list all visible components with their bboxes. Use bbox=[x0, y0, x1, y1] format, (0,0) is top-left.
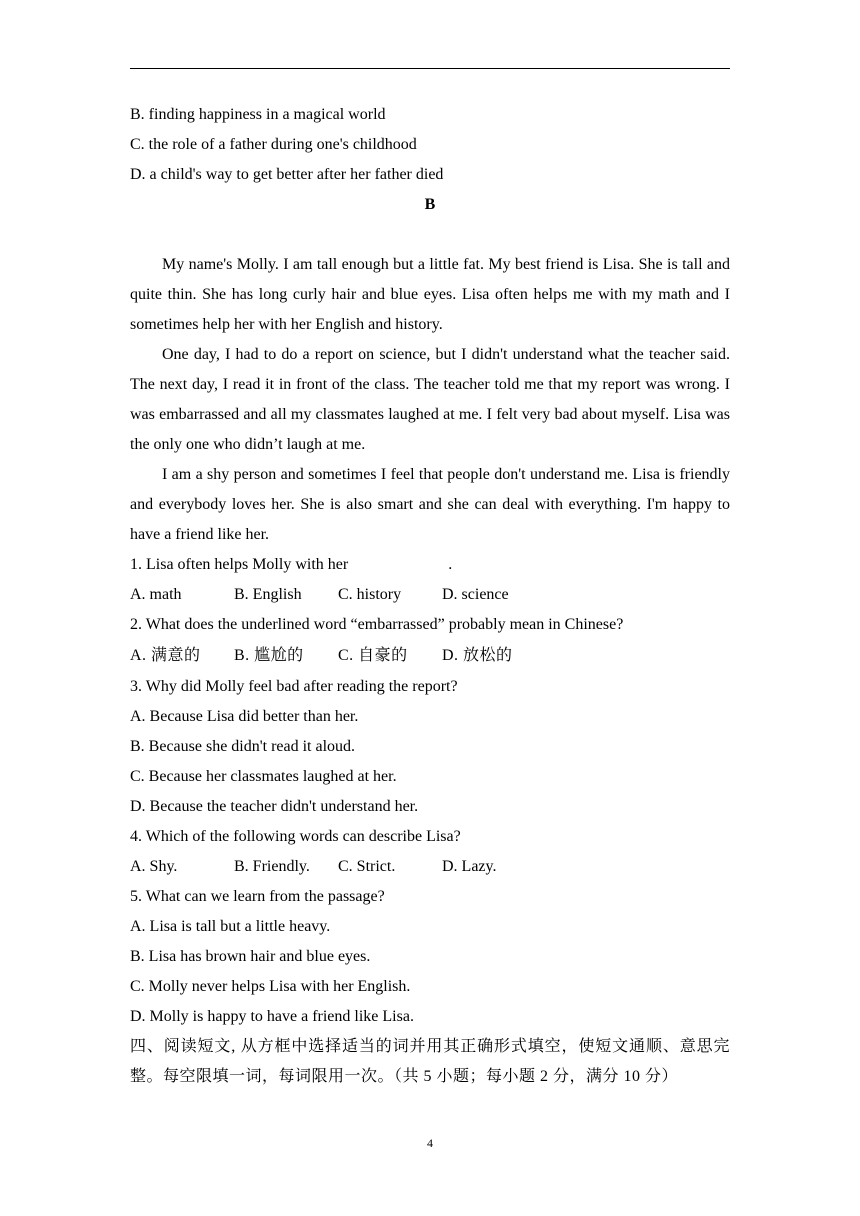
passage-paragraph-3: I am a shy person and sometimes I feel that people don't understand me. Lisa is friendly and everybody loves her. She is also smart and she can deal with everything. I'm happy to have a friend like her. bbox=[130, 466, 730, 543]
question-4-stem: 4. Which of the following words can describe Lisa? bbox=[130, 828, 461, 845]
spacer bbox=[130, 220, 730, 250]
q1-option-d: D. science bbox=[442, 586, 509, 603]
q5-option-b: B. Lisa has brown hair and blue eyes. bbox=[130, 948, 371, 965]
question-4-options bbox=[130, 852, 730, 882]
q5-option-a: A. Lisa is tall but a little heavy. bbox=[130, 918, 331, 935]
question-2-stem: 2. What does the underlined word “embarrassed” probably mean in Chinese? bbox=[130, 616, 624, 633]
q4-option-d: D. Lazy. bbox=[442, 858, 497, 875]
q2-option-d: D. 放松的 bbox=[442, 647, 513, 664]
question-3-stem: 3. Why did Molly feel bad after reading the report? bbox=[130, 678, 458, 695]
q4-option-b: B. Friendly. bbox=[234, 858, 310, 875]
prev-option-c: C. the role of a father during one's childhood bbox=[130, 136, 417, 153]
q3-option-b: B. Because she didn't read it aloud. bbox=[130, 738, 356, 755]
q4-option-a: A. Shy. bbox=[130, 858, 178, 875]
document-body bbox=[130, 100, 730, 1092]
q5-option-c: C. Molly never helps Lisa with her English. bbox=[130, 978, 411, 995]
section-four-instruction: 四、阅读短文, 从方框中选择适当的词并用其正确形式填空，使短文通顺、意思完整。每空限填一词，每词限用一次。（共 5 小题；每小题 2 分，满分 10 分） bbox=[130, 1038, 730, 1085]
question-1 bbox=[130, 550, 730, 580]
header-rule bbox=[130, 68, 730, 69]
q1-option-c: C. history bbox=[338, 586, 402, 603]
section-b-heading: B bbox=[424, 196, 436, 213]
q5-option-d: D. Molly is happy to have a friend like Lisa. bbox=[130, 1008, 414, 1025]
q2-option-b: B. 尴尬的 bbox=[234, 647, 304, 664]
q3-option-d: D. Because the teacher didn't understand her. bbox=[130, 798, 419, 815]
passage-paragraph-2: One day, I had to do a report on science, but I didn't understand what the teacher said. The next day, I read it in front of the class. The teacher told me that my report was wrong. I was embarrassed and all my classmates laughed at me. I felt very bad about myself. Lisa was the only one who didn’t laugh at me. bbox=[130, 346, 730, 453]
q3-option-c: C. Because her classmates laughed at her. bbox=[130, 768, 397, 785]
question-5-stem: 5. What can we learn from the passage? bbox=[130, 888, 385, 905]
page-number: 4 bbox=[427, 1136, 433, 1150]
q1-option-b: B. English bbox=[234, 586, 302, 603]
question-1-stem: 1. Lisa often helps Molly with her bbox=[130, 556, 349, 573]
passage-paragraph-1: My name's Molly. I am tall enough but a little fat. My best friend is Lisa. She is tall and quite thin. She has long curly hair and blue eyes. Lisa often helps me with my math and I sometimes help her with her English and history. bbox=[130, 256, 730, 333]
q2-option-c: C. 自豪的 bbox=[338, 647, 408, 664]
q2-option-a: A. 满意的 bbox=[130, 647, 201, 664]
q3-option-a: A. Because Lisa did better than her. bbox=[130, 708, 359, 725]
question-1-options bbox=[130, 580, 730, 610]
prev-option-b: B. finding happiness in a magical world bbox=[130, 106, 386, 123]
q4-option-c: C. Strict. bbox=[338, 858, 396, 875]
q1-option-a: A. math bbox=[130, 586, 182, 603]
question-1-end: . bbox=[448, 556, 453, 573]
prev-option-d: D. a child's way to get better after her father died bbox=[130, 166, 444, 183]
question-2-options bbox=[130, 640, 730, 672]
